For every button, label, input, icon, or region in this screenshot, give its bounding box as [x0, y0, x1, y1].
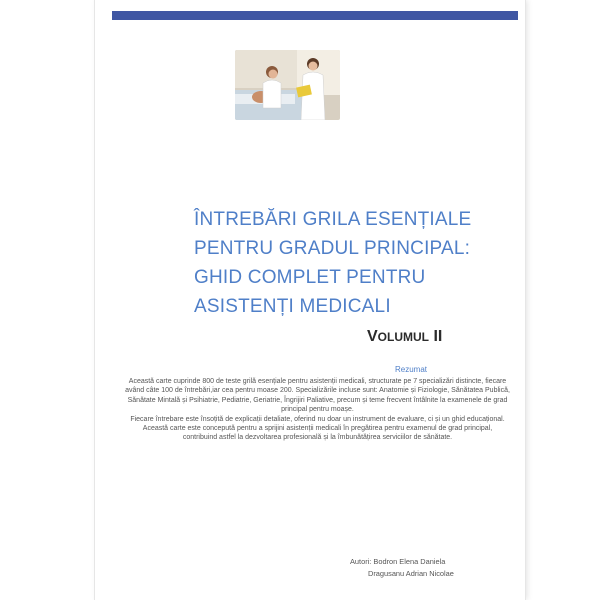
summary-paragraph-1: Această carte cuprinde 800 de teste grilă esențiale pentru asistenții medicali, structurate pe 7 specializări distincte, fiecare având câte 100 de întrebări,iar cea pentru moase 200. Specializările incluse sunt: Anatomie și Fiziologie, Sănătatea Publică, Sănătate Mintală și Psihiatrie, Pediatrie, Geriatrie, Îngrijiri Paliative, precum și teme frecvent întâlnite la examenele de grad principal pentru moașe.	[125, 378, 510, 414]
summary-paragraph-2: Fiecare întrebare este însoțită de explicații detaliate, oferind nu doar un instrument de evaluare, ci și un ghid educațional. Această carte este concepută pentru a sprijini asistenții medicali în pregătirea pentru examenul de grad principal, contribuind astfel la dezvoltarea profesională și la îmbunătățirea serviciilor de sănătate.	[130, 415, 505, 442]
title-line-3: GHID COMPLET PENTRU	[194, 267, 426, 288]
nurses-illustration	[235, 50, 340, 120]
authors-line-1: Autori: Bodron Elena Daniela	[350, 557, 446, 566]
title-line-1: ÎNTREBĂRI GRILA ESENȚIALE	[194, 209, 472, 230]
volume-number: II	[433, 328, 443, 345]
title-line-4: ASISTENȚI MEDICALI	[194, 296, 391, 317]
summary-text	[125, 377, 510, 443]
book-cover-page	[95, 0, 525, 600]
header-accent-bar	[112, 11, 518, 20]
volume-initial: V	[367, 328, 378, 345]
title-line-2: PENTRU GRADUL PRINCIPAL:	[194, 238, 471, 259]
cover-photo-nurses	[235, 50, 340, 120]
book-title	[194, 205, 514, 321]
volume-word: OLUMUL	[377, 330, 429, 344]
authors-block	[350, 556, 454, 580]
volume-label	[367, 328, 442, 346]
summary-heading: Rezumat	[395, 365, 428, 374]
authors-line-2: Dragusanu Adrian Nicolae	[368, 569, 454, 578]
